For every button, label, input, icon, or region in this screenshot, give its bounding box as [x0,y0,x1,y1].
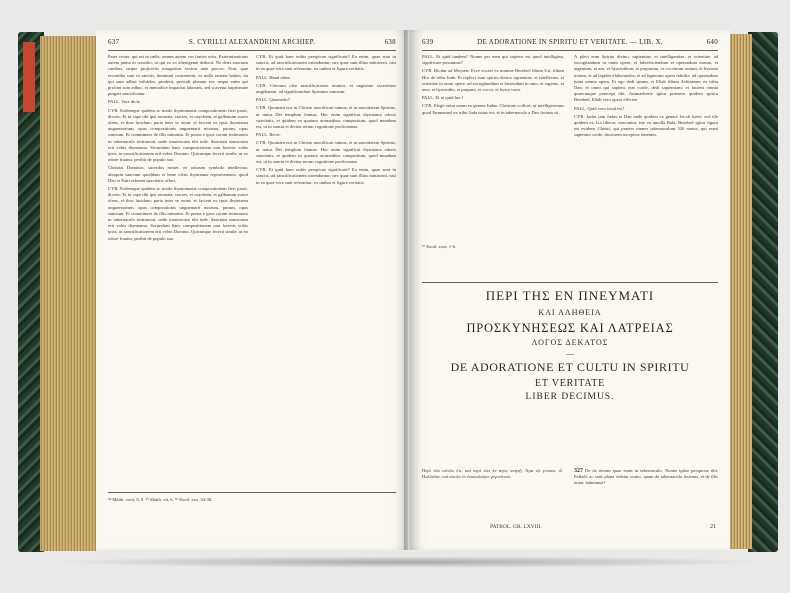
right-column-a [422,54,564,234]
paragraph: PALL. Quomodo? [256,97,290,103]
footnote-rule [108,492,396,493]
paragraph: PALL. Vere dicis. [108,99,141,105]
right-running-head [422,38,718,51]
latin-title-line-3: LIBER DECIMUS. [525,392,615,402]
greek-title-line-2: ΚΑΙ ΑΛΗΘΕΙΑ [538,308,602,317]
title-dash: — [566,349,574,358]
open-book [18,26,778,566]
paragraph: CYR. Quoniam nos in Christo sanctificati sumus, et in sanctitatem Spiritus, ut unius Dei templum fiamus. Hoc enim significat thymiama odoris suavitatis, et quidem ex quatuor aromatibus compositum, quod mundum est, ut in sancta et divina rerum cognitione proficiamus. [256,105,396,130]
paragraph: PALL. Et ut quid hoc? [422,95,464,101]
patrologia-signature: PATROL. GR. LXVIII. [490,524,542,530]
paragraph: CYR. Quoniam nos in Christo sanctificati sumus, et in sanctitatem Spiritus, ut unius Dei templum fiamus. Hoc enim significat thymiama odoris suavitatis, et quidem ex quatuor aromatibus compositum, quod mundum est, ut in sancta et divina rerum cognitione proficiamus. [256,140,396,165]
left-running-head [108,38,396,51]
paragraph: CYR. Eodemque quidem ac modo thymiamatis compositionem fieri jussit, dicens: Et tu cape tibi ipsi aromata, stactes, et onychem, et galbanum suave olens, et thus lucidum; paria inter se erunt: et facient ex ipsis thymiama unguentarium, opus compositionis unguentarii mixtum, purum, opus sanctum. Et comminues de illis minutim. Et ponas e ipsis coram testimonio in tabernaculo testimonii, unde innotescam tibi inde. Sanctum sanctorum erit vobis thymiama. Secundum hanc compositionem non facietis vobis ipsis; in sanctificationem erit vobis Domino. Quicunque fecerit simile, ut eo odore fruatur, peribit de populo suo. [108,107,248,163]
greek-title-line-3: ΠΡΟΣΚΥΝΗΣΕΩΣ ΚΑΙ ΛΑΤΡΕΙΑΣ [466,321,674,335]
right-running-title: DE ADORATIONE IN SPIRITU ET VERITATE. — LIB. X. [477,38,663,46]
left-page-edges [40,36,96,551]
right-page [410,30,730,550]
left-page-number: 637 [108,38,120,46]
paragraph: PALL. Recte. [256,132,281,138]
greek-title-line-4: ΛΟΓΟΣ ΔΕΚΑΤΟΣ [531,338,609,347]
left-page-number-right: 638 [384,38,396,46]
paragraph: PALL. Haud aliter. [256,74,291,80]
greek-title-line-1: ΠΕΡΙ ΤΗΣ ΕΝ ΠΝΕΥΜΑΤΙ [485,288,655,303]
left-running-title: S. CYRILLI ALEXANDRINI ARCHIEP. [188,38,316,46]
right-page-number: 639 [422,38,434,46]
left-page [96,30,408,550]
column-marker: 327 [574,468,583,474]
paragraph: CYR. Et quid haec nobis perspicue significant? Ea enim, quae sunt in sanctis, ad sanctificationem ostenduntur; nec quae sunt illius ministerii, nisi in ea quae vera sunt referantur, ex umbra et figura veritatis. [256,167,396,185]
right-page-number-right: 640 [706,38,718,46]
latin-title-line-1: DE ADORATIONE ET CULTU IN SPIRITU [450,360,690,374]
paragraph: Christus Dominus, sacerdos noster, ex odorum symbolo intellectus; alioquin sanctum quoddam et bene olens thymiama repraesentans, quod Deo et Patri odorem suavitatis offert. [108,165,248,183]
left-column-a [108,54,248,486]
paragraph: PALL. Et quid tandem? Nonne per eum qui sapiens est quod intelligitur, significare possumus? [422,54,564,66]
paragraph: PALL. Quid vero istud est? [574,105,625,111]
book-title-block [422,288,718,402]
latin-opening-paragraph: De iis iterum quae erant in tabernaculo. Nonne igitur perspicue tibi, Palladi, ac satis plana videtur oratio, quam de tabernaculo fecimus, et de illis erant, habuimus? [574,468,718,486]
paragraph: CYR. Dicitur ad Moysen: Ecce vocavi ex nomine Beseleel filium Uri, filium Hor de tribu Juda. Et replevi eum spiritu divino sapientiae, et intellectus, et scientiae in omni opere, ad excogitandum et faciendum in auro, et argento, et aere, et hyacintho, et purpura, et cocco, et bysso torta. [422,68,564,93]
paragraph: CYR. Judas jam Judas et Dan unde quidem ex genere Jacob fuere; sed ille quidem ex Lia liberas, nascuntur, iste ex ancilla Bala. Beseleel igitur figura est evidens Christi, qui praeter omnes tabernaculum 326 nonus, qui erant sapientes corde, doctorem incepisse tenentes. [574,113,718,138]
right-column-b [574,54,718,234]
right-footnote: ⁵⁷ Exod. xxxi, 1-6. [422,244,457,249]
spine-label [23,42,35,112]
paragraph: CYR. Ceterum oleo sanctificationis utuntur, et unguento sacerdotes ungebantur, ad significandum Spiritum sanctum. [256,82,396,95]
paragraph: CYR. Elegit enim unum ex genere Judae, Christum scilicet, ut intelligeremus quod Emmanuel ex tribu Juda natus est, et in tabernaculo a Deo factum sit. [422,103,564,115]
paragraph: CYR. Et quid haec nobis perspicue significant? Ea enim, quae sunt in sanctis, ad sanctificationem ostenduntur; nec quae sunt illius ministerii, nisi in ea quae vera sunt referantur, ex umbra et figura veritatis. [256,54,396,72]
gathering-number: 21 [710,524,716,530]
paragraph: Pater vester, qui est in cælis; omnes autem vos fratres estis. Exterminationis autem pœna in consilio; ut qui ex eo alienigenæ deducti. Ne detis sanctum canibus, neque projicietis margaritas vestras ante porcos. Non, quæ recondita sunt in sanctis, dominari convenient, ea nulla ratione habita, ita qui sunt adhuc infideles, proderit, periculi plenum est: neque enim qui profani sunt adhuc, et immodice impartiat laborant, sed scavetur baptismate purgati sanctificatur. [108,54,248,97]
right-cover [748,32,778,552]
left-footnote: ⁵⁴ Matth. xxiii, 8, 9. ⁵⁵ Matth. vii, 6. ⁵⁶ Exod. xxx, 34-38. [108,497,213,502]
book-shadow [48,556,768,568]
title-rule [422,282,718,283]
latin-opening-text [574,468,718,508]
latin-title-line-2: ET VERITATE [534,378,606,389]
greek-opening-text: Περὶ τῶν αὐτῶν ἔτι, καὶ περὶ τῶν ἐν ἁγίῳ σκηνῇ. Ἀρα τῷ γνώσει, ὦ Παλλάδιε, καὶ αὐτῶν ἐν ἀποκαλύψει γεγονότων; [422,468,562,480]
paragraph: CYR. Eodemque quidem ac modo thymiamatis compositionem fieri jussit, dicens: Et tu cape tibi ipsi aromata, stactes, et onychem, et galbanum suave olens, et thus lucidum; paria inter se erunt: et facient ex ipsis thymiama unguentarium, opus compositionis unguentarii mixtum, purum, opus sanctum. Et comminues de illis minutim. Et ponas e ipsis coram testimonio in tabernaculo testimonii, unde innotescam tibi inde. Sanctum sanctorum erit vobis thymiama. Secundum hanc compositionem non facietis vobis ipsis; in sanctificationem erit vobis Domino. Quicunque fecerit simile, ut eo odore fruatur, peribit de populo suo. [108,186,248,241]
paragraph: A plevi eum Spiritu divino, sapientiae, et intelligentiae, et scientiae, ad excogitandum in omni opere, et fabrefaciendum et operandum aurum, et argentum, et aes, et hyacinthum, et purpuram, et coccinum tortum, et byssum tortam, et ad lapides elaborandos, et ad lignorum opera fabrilia, ad operandum juxta omnia opera. Et ego dedi ipsum, et Eliab filium Achisamec ex tribu Dan; et omni qui sapiens erat corde, dedi sapientiam; et facient omnia quaecunque praecepi tibi. Animadverte igitur praesens quidem spiritu Beseleel, Eliab vero opera efficere. [574,54,718,103]
left-column-b [256,54,396,486]
